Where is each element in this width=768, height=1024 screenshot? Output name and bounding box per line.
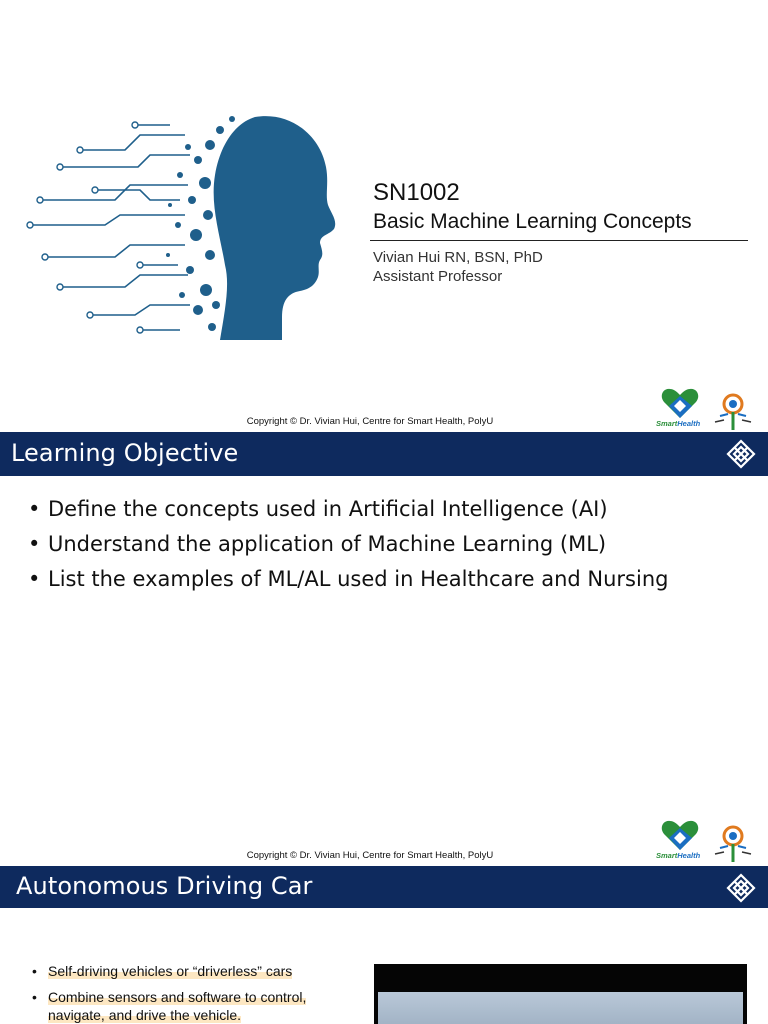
course-title: Basic Machine Learning Concepts [373,210,692,233]
smarthealth-logo [656,820,706,864]
slide-title: Learning Objective [11,439,239,467]
title-divider [370,240,748,241]
polyu-emblem [712,390,754,432]
bullet-text: Self-driving vehicles or “driverless” cars [48,963,293,979]
author-name: Vivian Hui RN, BSN, PhD [373,249,543,266]
logo-text-health: Health [677,851,701,860]
list-item [32,962,352,980]
polyu-emblem-icon [712,822,754,864]
objective-text: List the examples of ML/AL used in Healthcare and Nursing [48,567,669,591]
header-bar [0,432,768,476]
bullet-point: • [28,497,41,521]
polyu-emblem [712,822,754,864]
bullet-list [32,962,352,1024]
author-role: Assistant Professor [373,268,503,285]
smarthealth-heart-icon [660,820,700,852]
list-item [28,527,668,562]
autonomous-driving-slide [0,866,768,1024]
logo-group [656,388,756,432]
list-item [32,988,352,1024]
road-scene-image [378,992,743,1024]
bullet-point: • [32,989,37,1005]
bullet-point: • [32,963,37,979]
bullet-text: Combine sensors and software to control, navigate, and drive the vehicle. [48,989,307,1023]
smarthealth-heart-icon [660,388,700,420]
title-block [373,178,748,286]
copyright-text: Copyright © Dr. Vivian Hui, Centre for Smart Health, PolyU [246,416,494,427]
knot-pattern-icon [726,439,756,469]
objective-text: Define the concepts used in Artificial Intelligence (AI) [48,497,608,521]
learning-objective-slide [0,432,768,866]
logo-text-health: Health [677,419,701,428]
title-slide [0,0,768,432]
bullet-point: • [28,567,41,591]
polyu-emblem-icon [712,390,754,432]
slide-title: Autonomous Driving Car [16,872,313,900]
logo-text-smart: Smart [656,419,678,428]
course-code: SN1002 [373,179,460,206]
copyright-text: Copyright © Dr. Vivian Hui, Centre for Smart Health, PolyU [246,850,494,861]
bullet-point: • [28,532,41,556]
objective-text: Understand the application of Machine Learning (ML) [48,532,607,556]
video-thumbnail[interactable] [374,964,747,1024]
knot-pattern-icon [726,873,756,903]
header-bar [0,866,768,908]
ai-face-circuit-icon [20,105,340,340]
list-item [28,562,668,597]
logo-text-smart: Smart [656,851,678,860]
objectives-list [28,492,668,597]
logo-group [656,820,756,864]
smarthealth-logo [656,388,706,432]
list-item [28,492,668,527]
